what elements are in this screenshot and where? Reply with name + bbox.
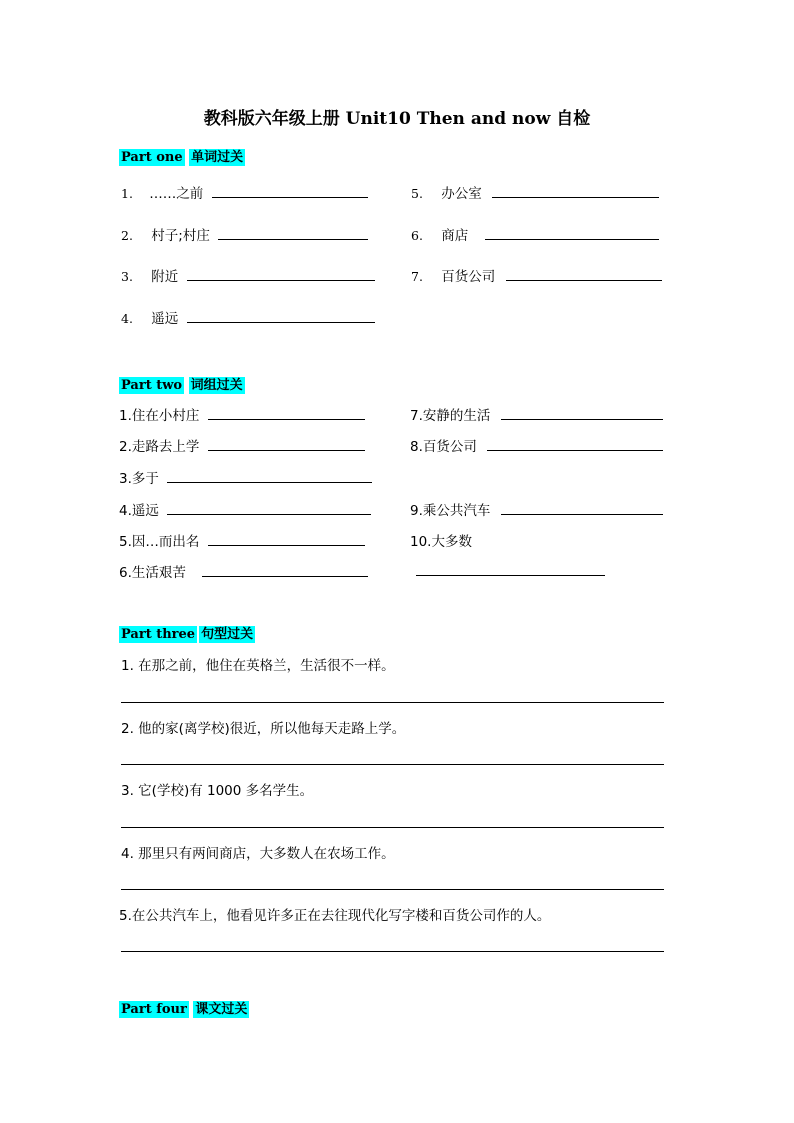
answer-blank[interactable]: [208, 436, 365, 451]
answer-line[interactable]: [121, 889, 664, 890]
answer-blank[interactable]: [485, 225, 659, 240]
word-item-4: 4. 遥远: [121, 307, 375, 327]
phrase-item-9: 9.乘公共汽车: [410, 499, 663, 519]
sentence-2: 2. 他的家(离学校)很近，所以他每天走路上学。: [121, 721, 406, 737]
word-item-7: 7. 百货公司: [411, 265, 662, 285]
word-item-5: 5. 办公室: [411, 182, 659, 202]
answer-blank[interactable]: [487, 436, 663, 451]
phrase-item-2: 2.走路去上学: [119, 435, 365, 455]
answer-blank[interactable]: [187, 266, 375, 281]
phrase-item-8: 8.百货公司: [410, 435, 663, 455]
word-item-2: 2. 村子;村庄: [121, 224, 368, 244]
part-two-heading: [119, 374, 245, 393]
part-four-title: 课文过关: [195, 1002, 248, 1017]
answer-blank[interactable]: [202, 562, 368, 577]
answer-line[interactable]: [121, 951, 664, 952]
phrase-item-6: 6.生活艰苦: [119, 561, 368, 581]
answer-blank[interactable]: [492, 183, 659, 198]
phrase-item-7: 7.安静的生活: [410, 404, 663, 424]
part-one-title: 单词过关: [191, 150, 244, 165]
sentence-4: 4. 那里只有两间商店，大多数人在农场工作。: [121, 846, 395, 862]
phrase-item-1: 1.住在小村庄: [119, 404, 365, 424]
answer-blank[interactable]: [187, 308, 375, 323]
sentence-3: 3. 它(学校)有 1000 多名学生。: [121, 783, 314, 799]
sentence-1: 1. 在那之前，他住在英格兰，生活很不一样。: [121, 658, 395, 674]
answer-blank[interactable]: [167, 468, 372, 483]
answer-blank[interactable]: [208, 405, 365, 420]
part-one-heading: [119, 146, 245, 165]
part-three-heading: [119, 623, 255, 642]
part-three-label: Part three: [121, 627, 196, 642]
answer-blank[interactable]: [416, 575, 605, 576]
answer-line[interactable]: [121, 764, 664, 765]
word-item-1: 1. ……之前: [121, 182, 368, 202]
part-two-label: Part two: [121, 378, 183, 393]
phrase-item-4: 4.遥远: [119, 499, 371, 519]
answer-blank[interactable]: [506, 266, 662, 281]
part-four-heading: [119, 998, 249, 1017]
word-item-6: 6. 商店: [411, 224, 659, 244]
part-one-label: Part one: [121, 150, 183, 165]
page-title: 教科版六年级上册 Unit10 Then and now 自检: [203, 109, 591, 129]
word-item-3: 3. 附近: [121, 265, 375, 285]
part-three-title: 句型过关: [201, 627, 254, 642]
part-two-title: 词组过关: [190, 378, 243, 393]
phrase-item-3: 3.多于: [119, 467, 372, 487]
answer-blank[interactable]: [212, 183, 368, 198]
part-four-label: Part four: [121, 1002, 187, 1017]
answer-blank[interactable]: [218, 225, 368, 240]
answer-blank[interactable]: [501, 405, 663, 420]
answer-blank[interactable]: [167, 500, 371, 515]
answer-blank[interactable]: [501, 500, 663, 515]
phrase-item-10: 10.大多数: [410, 534, 472, 550]
sentence-5: 5.在公共汽车上，他看见许多正在去往现代化写字楼和百货公司作的人。: [119, 908, 551, 924]
answer-blank[interactable]: [208, 531, 365, 546]
phrase-item-5: 5.因…而出名: [119, 530, 365, 550]
answer-line[interactable]: [121, 827, 664, 828]
answer-line[interactable]: [121, 702, 664, 703]
